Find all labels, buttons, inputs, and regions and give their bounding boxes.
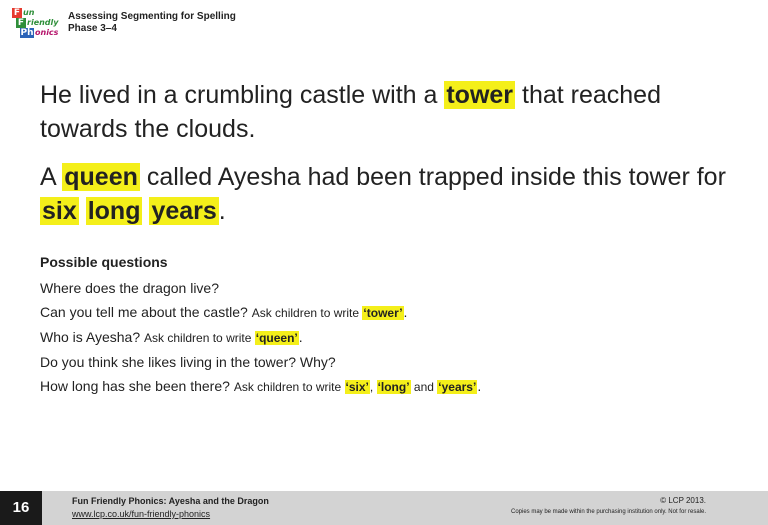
highlighted-word-long: long <box>87 197 141 225</box>
question-sep: , <box>369 380 377 394</box>
highlighted-word-tower: tower <box>446 81 514 109</box>
logo-row-fun <box>12 8 60 18</box>
fun-friendly-phonics-logo <box>12 8 60 38</box>
header-title: Assessing Segmenting for Spelling <box>68 11 236 22</box>
footer-copyright: © LCP 2013. <box>660 496 706 505</box>
logo-letter-ph: Ph <box>20 28 34 38</box>
page-footer <box>0 491 768 525</box>
logo-text-onics: onics <box>35 28 59 37</box>
question-instruction: Ask children to write <box>144 331 255 345</box>
logo-text-riendly: riendly <box>27 18 59 27</box>
header-subtitle: Phase 3–4 <box>68 23 117 34</box>
target-word-tower: ‘tower’ <box>363 306 403 320</box>
target-word-years: ‘years’ <box>438 380 477 394</box>
question-3 <box>40 325 740 350</box>
question-2 <box>40 300 740 325</box>
highlighted-word-six: six <box>42 197 77 225</box>
question-text: How long has she been there? <box>40 378 234 394</box>
logo-text-un: un <box>23 8 35 17</box>
target-word-six: ‘six’ <box>345 380 369 394</box>
question-instruction: Ask children to write <box>251 306 363 320</box>
question-1: Where does the dragon live? <box>40 280 219 296</box>
passage-text: . <box>218 197 226 225</box>
logo-letter-f: F <box>13 8 21 18</box>
questions-heading: Possible questions <box>40 254 168 270</box>
passage-sentence-1 <box>40 78 740 146</box>
footer-title: Fun Friendly Phonics: Ayesha and the Dragon <box>72 496 269 506</box>
question-instruction: Ask children to write <box>233 380 345 394</box>
header-text <box>68 11 236 35</box>
question-sep: and <box>410 380 438 394</box>
passage-text: called Ayesha had been trapped inside this tower for <box>139 163 726 191</box>
question-punct: . <box>403 304 408 320</box>
target-word-long: ‘long’ <box>377 380 410 394</box>
question-punct: . <box>298 329 303 345</box>
highlighted-word-queen: queen <box>64 163 138 191</box>
logo-row-phonics <box>20 28 60 38</box>
footer-url-link[interactable]: www.lcp.co.uk/fun-friendly-phonics <box>72 509 211 519</box>
question-text: Can you tell me about the castle? <box>40 304 252 320</box>
highlighted-word-years: years <box>151 197 217 225</box>
passage-text: A <box>40 163 63 191</box>
possible-questions <box>40 254 740 399</box>
target-word-queen: ‘queen’ <box>255 331 298 345</box>
passage-text: He lived in a crumbling castle with a <box>40 81 445 109</box>
question-text: Who is Ayesha? <box>40 329 145 345</box>
question-4: Do you think she likes living in the tower? Why? <box>40 354 336 370</box>
logo-letter-f2: F <box>17 18 25 28</box>
footer-copy-note: Copies may be made within the purchasing institution only. Not for resale. <box>511 509 706 515</box>
question-punct: . <box>477 378 482 394</box>
question-5 <box>40 374 740 399</box>
story-passage <box>40 78 740 242</box>
page-number: 16 <box>0 491 42 525</box>
logo-row-friendly <box>16 18 60 28</box>
passage-text: that reached towards the clouds. <box>40 81 661 143</box>
passage-sentence-2 <box>40 160 740 228</box>
